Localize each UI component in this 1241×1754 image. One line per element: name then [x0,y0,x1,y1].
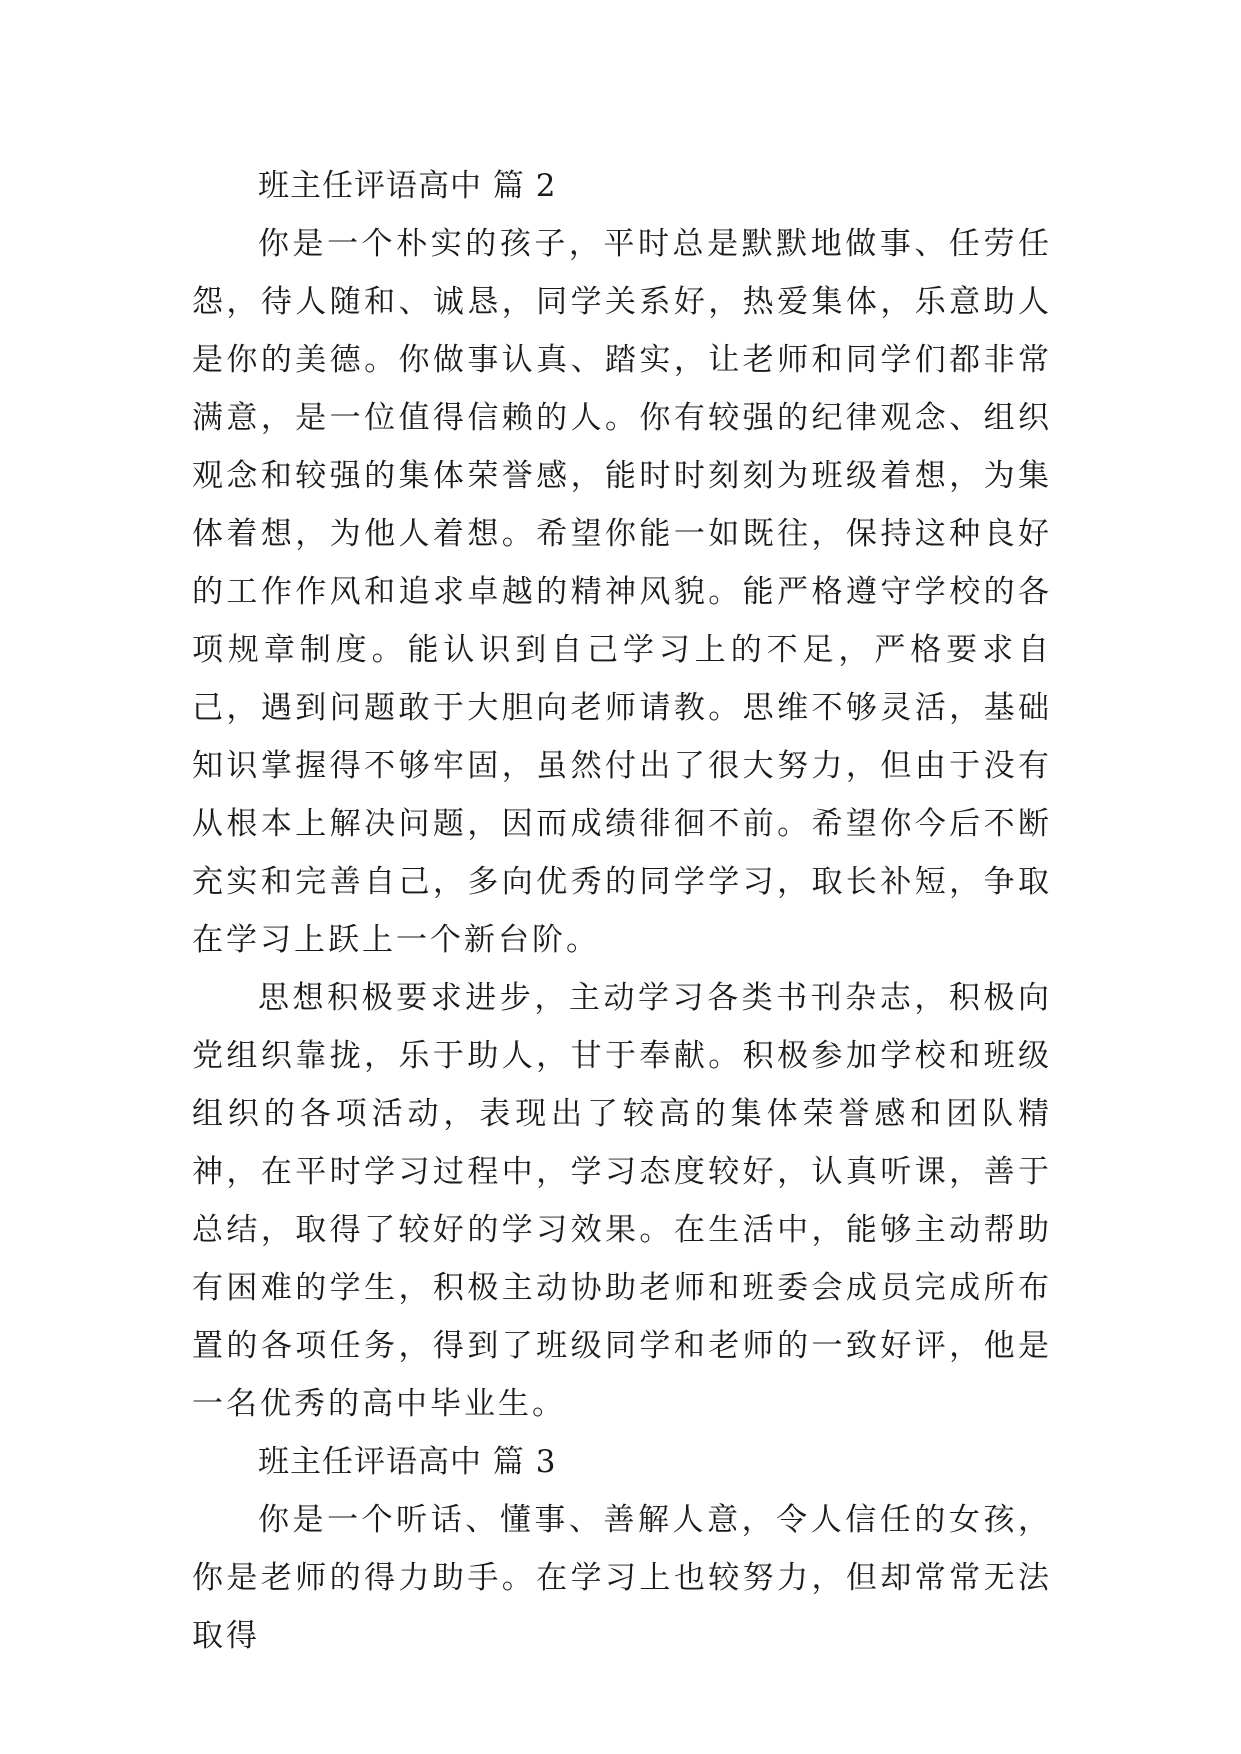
paragraph: 思想积极要求进步，主动学习各类书刊杂志，积极向党组织靠拢，乐于助人，甘于奉献。积极参加学校和班级组织的各项活动，表现出了较高的集体荣誉感和团队精神，在平时学习过程中，学习态度较好，认真听课，善于总结，取得了较好的学习效果。在生活中，能够主动帮助有困难的学生，积极主动协助老师和班委会成员完成所布置的各项任务，得到了班级同学和老师的一致好评，他是一名优秀的高中毕业生。 [192,980,1052,1422]
section-heading-3: 班主任评语高中 篇 3 [258,1444,557,1480]
section-heading-2: 班主任评语高中 篇 2 [258,168,557,204]
document-body [192,157,1052,1665]
paragraph: 你是一个听话、懂事、善解人意，令人信任的女孩，你是老师的得力助手。在学习上也较努力，但却常常无法取得 [192,1502,1052,1654]
paragraph: 你是一个朴实的孩子，平时总是默默地做事、任劳任怨，待人随和、诚恳，同学关系好，热爱集体，乐意助人是你的美德。你做事认真、踏实，让老师和同学们都非常满意，是一位值得信赖的人。你有较强的纪律观念、组织观念和较强的集体荣誉感，能时时刻刻为班级着想，为集体着想，为他人着想。希望你能一如既往，保持这种良好的工作作风和追求卓越的精神风貌。能严格遵守学校的各项规章制度。能认识到自己学习上的不足，严格要求自己，遇到问题敢于大胆向老师请教。思维不够灵活，基础知识掌握得不够牢固，虽然付出了很大努力，但由于没有从根本上解决问题，因而成绩徘徊不前。希望你今后不断充实和完善自己，多向优秀的同学学习，取长补短，争取在学习上跃上一个新台阶。 [192,226,1052,958]
